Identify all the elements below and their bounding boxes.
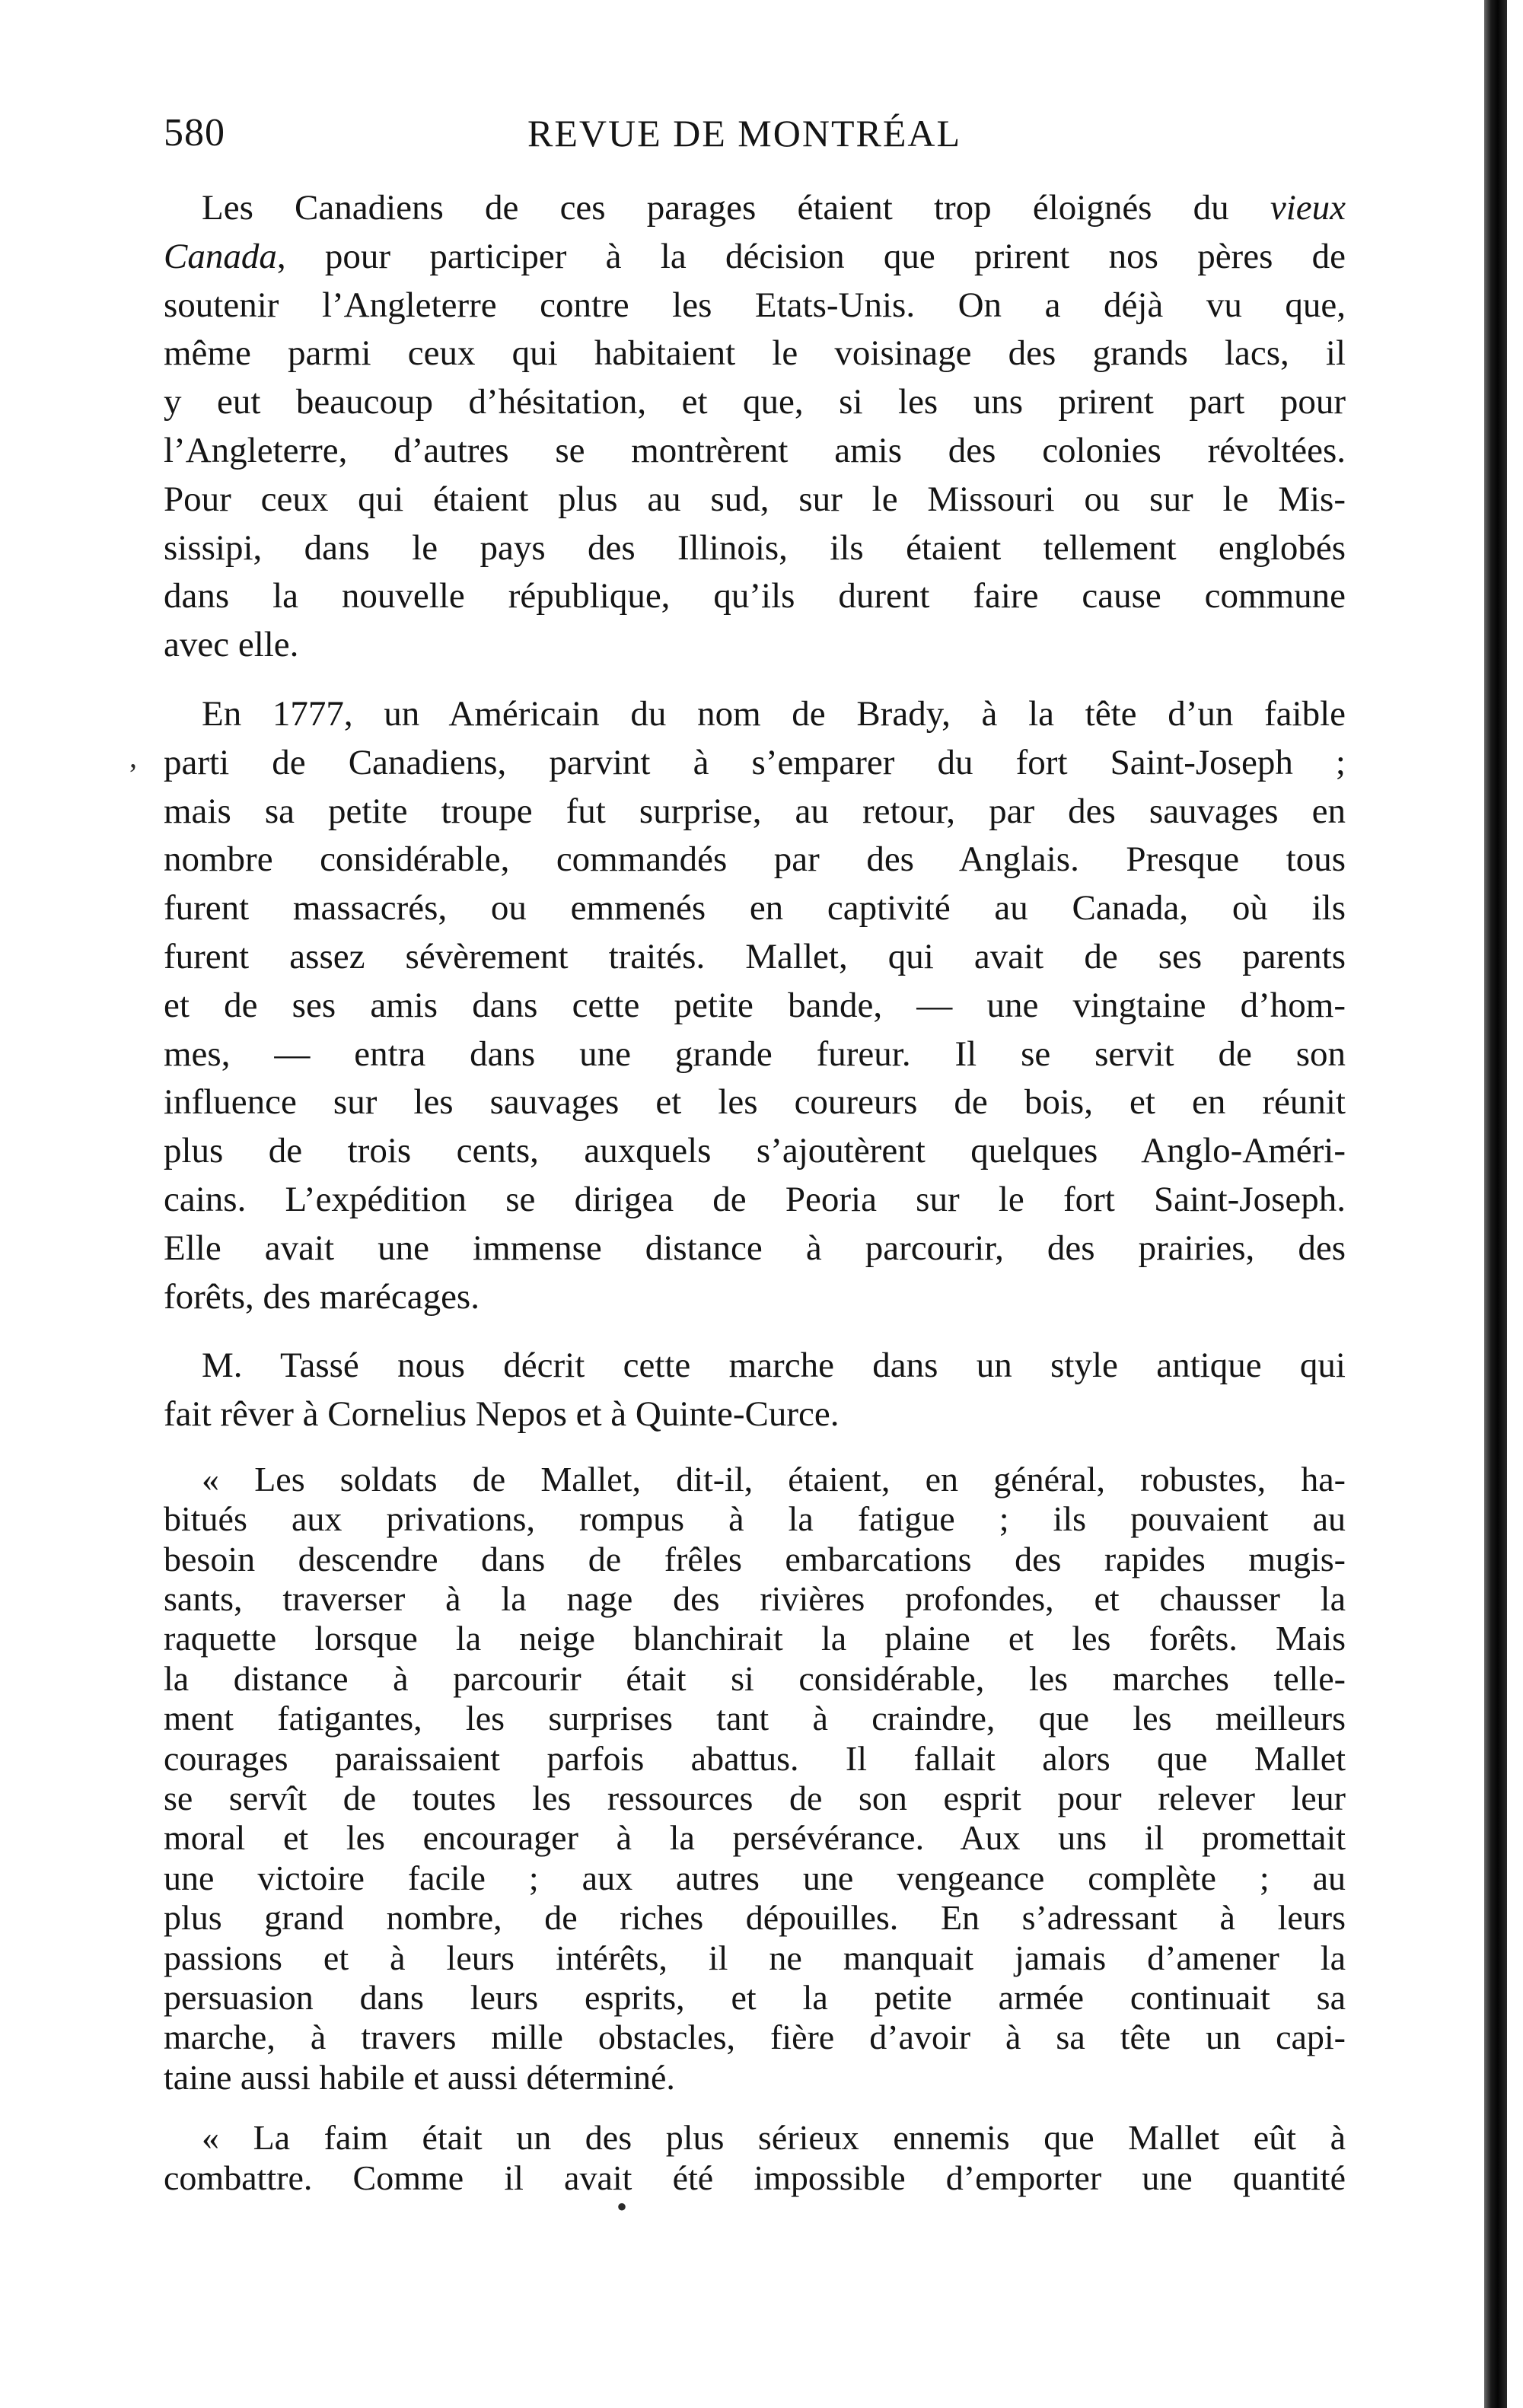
text-line: se servît de toutes les ressources de son esprit pour relever leur [164, 1779, 1346, 1818]
text-line: plus de trois cents, auxquels s’ajoutèrent quelques Anglo-Améri- [164, 1131, 1346, 1171]
text-line: M. Tassé nous décrit cette marche dans un style antique qui [202, 1346, 1346, 1386]
text-line: l’Angleterre, d’autres se montrèrent amis des colonies révoltées. [164, 430, 1346, 470]
text-line: y eut beaucoup d’hésitation, et que, si les uns prirent part pour [164, 382, 1346, 422]
text-line: Pour ceux qui étaient plus au sud, sur le Missouri ou sur le Mis- [164, 479, 1346, 519]
text-line: et de ses amis dans cette petite bande, — une vingtaine d’hom- [164, 985, 1346, 1025]
text-line: courages paraissaient parfois abattus. Il fallait alors que Mallet [164, 1738, 1346, 1778]
text-line: ment fatigantes, les surprises tant à craindre, que les meilleurs [164, 1699, 1346, 1738]
italic-term: vieux [1270, 188, 1346, 228]
margin-speck: , [129, 740, 137, 774]
text-line: fait rêver à Cornelius Nepos et à Quinte-Curce. [164, 1394, 840, 1435]
text-line: nombre considérable, commandés par des Anglais. Presque tous [164, 839, 1346, 880]
text-line: influence sur les sauvages et les coureurs de bois, et en réunit [164, 1082, 1346, 1123]
text-line: raquette lorsque la neige blanchirait la plaine et les forêts. Mais [164, 1619, 1346, 1658]
paragraph-1 [164, 184, 1346, 670]
text-line: moral et les encourager à la persévérance. Aux uns il promettait [164, 1818, 1346, 1858]
italic-term: Canada [164, 236, 277, 276]
text-line: une victoire facile ; aux autres une vengeance complète ; au [164, 1858, 1346, 1897]
running-header [164, 107, 1343, 160]
page-edge-shadow [1484, 0, 1507, 2408]
text-line: parti de Canadiens, parvint à s’emparer du fort Saint-Joseph ; [164, 742, 1346, 782]
text-line: taine aussi habile et aussi déterminé. [164, 2057, 675, 2097]
text-line: persuasion dans leurs esprits, et la petite armée continuait sa [164, 1978, 1346, 2017]
text-line: la distance à parcourir était si considérable, les marches telle- [164, 1658, 1346, 1698]
text-line: bitués aux privations, rompus à la fatigue ; ils pouvaient au [164, 1499, 1346, 1539]
text-line: avec elle. [164, 625, 299, 665]
text-line: sants, traverser à la nage des rivières profondes, et chausser la [164, 1579, 1346, 1619]
body-text [164, 184, 1346, 2218]
bottom-speck: • [617, 2190, 628, 2224]
text-line: mes, — entra dans une grande fureur. Il se servit de son [164, 1034, 1346, 1074]
text-line: besoin descendre dans de frêles embarcations des rapides mugis- [164, 1539, 1346, 1578]
text-line: marche, à travers mille obstacles, fière d’avoir à sa tête un capi- [164, 2018, 1346, 2057]
paragraph-4-quotation [164, 1460, 1346, 2097]
text-line: En 1777, un Américain du nom de Brady, à la tête d’un faible [202, 693, 1346, 734]
text-line: Canada, pour participer à la décision que prirent nos pères de [164, 236, 1346, 276]
text-line: furent assez sévèrement traités. Mallet, qui avait de ses parents [164, 936, 1346, 976]
text-line: « La faim était un des plus sérieux ennemis que Mallet eût à [202, 2118, 1346, 2158]
text-line: combattre. Comme il avait été impossible d’emporter une quantité [164, 2158, 1346, 2197]
paragraph-2 [164, 690, 1346, 1321]
text-line: forêts, des marécages. [164, 1276, 480, 1317]
running-title: REVUE DE MONTRÉAL [527, 112, 962, 154]
text-line: sissipi, dans le pays des Illinois, ils étaient tellement englobés [164, 527, 1346, 568]
text-line: « Les soldats de Mallet, dit-il, étaient, en général, robustes, ha- [202, 1459, 1346, 1499]
text-line: dans la nouvelle république, qu’ils durent faire cause commune [164, 576, 1346, 616]
text-line: soutenir l’Angleterre contre les Etats-Unis. On a déjà vu que, [164, 285, 1346, 325]
text-line: Elle avait une immense distance à parcourir, des prairies, des [164, 1228, 1346, 1268]
text-line: même parmi ceux qui habitaient le voisinage des grands lacs, il [164, 333, 1346, 374]
text-line: plus grand nombre, de riches dépouilles. En s’adressant à leurs [164, 1898, 1346, 1938]
text-line: passions et à leurs intérêts, il ne manquait jamais d’amener la [164, 1938, 1346, 1977]
text-line: mais sa petite troupe fut surprise, au retour, par des sauvages en [164, 791, 1346, 831]
page-number: 580 [164, 111, 225, 154]
text-line: Les Canadiens de ces parages étaient trop éloignés du vieux [202, 188, 1346, 228]
paragraph-3 [164, 1342, 1346, 1439]
text-line: cains. L’expédition se dirigea de Peoria sur le fort Saint-Joseph. [164, 1179, 1346, 1219]
text-line: furent massacrés, ou emmenés en captivité au Canada, où ils [164, 888, 1346, 928]
paragraph-5-quotation [164, 2118, 1346, 2198]
